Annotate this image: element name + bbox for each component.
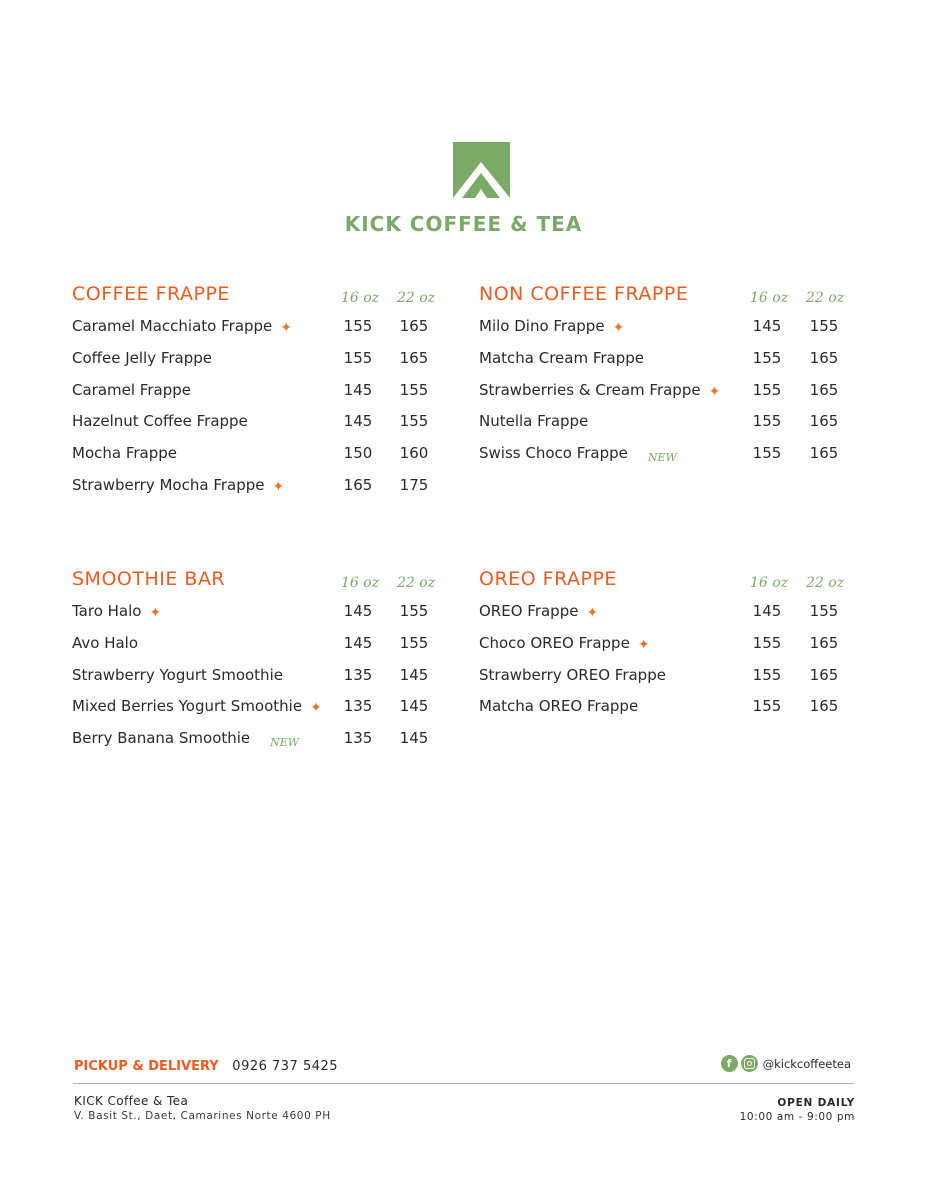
menu-item (72, 602, 442, 634)
menu-item (479, 634, 849, 666)
new-badge: NEW (647, 451, 677, 465)
price-small: 165 (343, 475, 373, 494)
menu-item-label: Choco OREO Frappe (479, 633, 630, 652)
price-large: 165 (809, 380, 839, 399)
item-list (72, 317, 442, 508)
price-large: 155 (809, 602, 839, 620)
price-small: 145 (752, 317, 782, 335)
menu-item (72, 317, 442, 349)
menu-item-label: Mocha Frappe (72, 444, 177, 463)
price-large: 155 (809, 317, 839, 335)
star-icon: ✦ (272, 478, 285, 495)
price-large: 155 (399, 380, 429, 399)
menu-item (72, 666, 442, 698)
item-list (72, 602, 442, 761)
price-large: 160 (399, 444, 429, 463)
price-large: 165 (809, 348, 839, 367)
menu-item-name (72, 634, 138, 652)
menu-item (479, 412, 849, 444)
menu-item-label: Caramel Frappe (72, 380, 191, 399)
menu-item (479, 349, 849, 381)
price-small: 155 (752, 348, 782, 367)
price-large: 165 (809, 665, 839, 684)
new-badge: NEW (270, 736, 300, 750)
menu-item-label: Strawberries & Cream Frappe (479, 380, 701, 399)
pickup-delivery (74, 1058, 338, 1074)
menu-item-label: Caramel Macchiato Frappe (72, 317, 273, 335)
menu-item-name (72, 349, 212, 367)
price-large: 155 (399, 633, 429, 652)
size-label-large: 22 oz (397, 575, 436, 591)
price-small: 135 (343, 665, 373, 684)
menu-item (72, 476, 442, 508)
price-small: 155 (752, 412, 782, 431)
menu-item-label: Hazelnut Coffee Frappe (72, 412, 248, 431)
section-title: OREO FRAPPE (479, 568, 617, 590)
star-icon: ✦ (586, 605, 599, 621)
price-large: 145 (399, 729, 429, 748)
menu-item-label: Strawberry OREO Frappe (479, 665, 666, 684)
item-list (479, 602, 849, 729)
price-large: 165 (399, 317, 429, 335)
menu-item (72, 444, 442, 476)
price-small: 145 (752, 602, 782, 620)
price-small: 145 (343, 412, 373, 431)
star-icon: ✦ (637, 636, 650, 653)
price-large: 145 (399, 665, 429, 684)
menu-item (479, 381, 849, 413)
menu-item (479, 697, 849, 729)
menu-item (72, 697, 442, 729)
phone-number[interactable]: 0926 737 5425 (232, 1059, 339, 1074)
kick-k-logo-icon (453, 142, 510, 198)
menu-item-label: Milo Dino Frappe (479, 317, 605, 335)
menu-item-name (479, 602, 598, 621)
menu-item-name (479, 634, 650, 653)
price-large: 165 (809, 444, 839, 463)
footer-divider (73, 1083, 854, 1084)
menu-item-label: Taro Halo (72, 602, 142, 620)
menu-item (72, 634, 442, 666)
pickup-label: PICKUP & DELIVERY (74, 1059, 219, 1074)
size-label-large: 22 oz (806, 290, 845, 306)
size-label-small: 16 oz (750, 290, 789, 306)
size-label-small: 16 oz (341, 290, 380, 306)
business-address: V. Basit St., Daet, Camarines Norte 4600 PH (74, 1110, 331, 1122)
star-icon: ✦ (149, 605, 162, 621)
price-small: 145 (343, 602, 373, 620)
instagram-icon[interactable] (741, 1055, 758, 1072)
menu-item-name (72, 412, 248, 430)
facebook-icon[interactable]: f (721, 1055, 738, 1072)
menu-item-label: Strawberry Yogurt Smoothie (72, 665, 283, 684)
price-large: 165 (809, 633, 839, 652)
menu-item-label: Nutella Frappe (479, 412, 589, 431)
size-label-large: 22 oz (806, 575, 845, 591)
price-small: 155 (752, 697, 782, 716)
menu-item-name (479, 444, 677, 464)
menu-item-name (479, 697, 638, 715)
price-small: 155 (752, 444, 782, 463)
menu-item-name (479, 666, 666, 684)
menu-item-name (72, 729, 299, 749)
section-title: NON COFFEE FRAPPE (479, 283, 689, 305)
price-small: 145 (343, 633, 373, 652)
price-large: 155 (399, 602, 429, 620)
price-large: 175 (399, 475, 429, 494)
price-large: 165 (399, 348, 429, 367)
size-label-large: 22 oz (397, 290, 436, 306)
menu-item-name (72, 444, 177, 462)
menu-item-name (479, 349, 644, 367)
menu-item (479, 317, 849, 349)
section-title: SMOOTHIE BAR (72, 568, 226, 590)
price-small: 155 (752, 380, 782, 399)
item-list (479, 317, 849, 476)
menu-item-label: Matcha OREO Frappe (479, 697, 639, 716)
price-small: 135 (343, 697, 373, 716)
menu-item-name (72, 697, 322, 716)
menu-item (479, 444, 849, 476)
menu-item-label: Berry Banana Smoothie (72, 729, 251, 748)
menu-item-name (479, 381, 720, 400)
menu-item (72, 412, 442, 444)
menu-item-label: OREO Frappe (479, 602, 579, 620)
price-small: 155 (752, 665, 782, 684)
price-large: 165 (809, 412, 839, 431)
price-small: 145 (343, 380, 373, 399)
price-small: 155 (343, 348, 373, 367)
menu-item-name (479, 412, 588, 430)
size-label-small: 16 oz (750, 575, 789, 591)
menu-item-name (72, 317, 292, 336)
price-small: 155 (752, 633, 782, 652)
price-small: 135 (343, 729, 373, 748)
star-icon: ✦ (612, 320, 625, 336)
menu-item (479, 666, 849, 698)
star-icon: ✦ (708, 383, 721, 400)
price-small: 155 (343, 317, 373, 335)
price-small: 150 (343, 444, 373, 463)
price-large: 145 (399, 697, 429, 716)
menu-item-name (72, 381, 191, 399)
menu-item-name (479, 317, 624, 336)
menu-item (72, 729, 442, 761)
menu-item-name (72, 666, 283, 684)
open-daily-label: OPEN DAILY (777, 1097, 855, 1109)
menu-item-label: Swiss Choco Frappe (479, 444, 628, 463)
size-label-small: 16 oz (341, 575, 380, 591)
social-handle[interactable]: @kickcoffeetea (762, 1056, 851, 1071)
menu-item-label: Mixed Berries Yogurt Smoothie (72, 697, 303, 716)
menu-item-name (72, 602, 161, 621)
menu-item-label: Strawberry Mocha Frappe (72, 475, 265, 494)
star-icon: ✦ (280, 320, 293, 336)
menu-item (479, 602, 849, 634)
menu-item-name (72, 476, 284, 495)
menu-item-label: Coffee Jelly Frappe (72, 348, 213, 367)
star-icon: ✦ (310, 700, 322, 717)
section-title: COFFEE FRAPPE (72, 283, 230, 305)
menu-item-label: Matcha Cream Frappe (479, 348, 645, 367)
brand-name: KICK COFFEE & TEA (344, 212, 583, 236)
business-name: KICK Coffee & Tea (74, 1094, 189, 1108)
opening-hours: 10:00 am - 9:00 pm (739, 1111, 855, 1123)
menu-item-label: Avo Halo (72, 633, 139, 652)
menu-item (72, 381, 442, 413)
price-large: 155 (399, 412, 429, 431)
menu-item (72, 349, 442, 381)
social-links (721, 1055, 851, 1072)
price-large: 165 (809, 697, 839, 716)
